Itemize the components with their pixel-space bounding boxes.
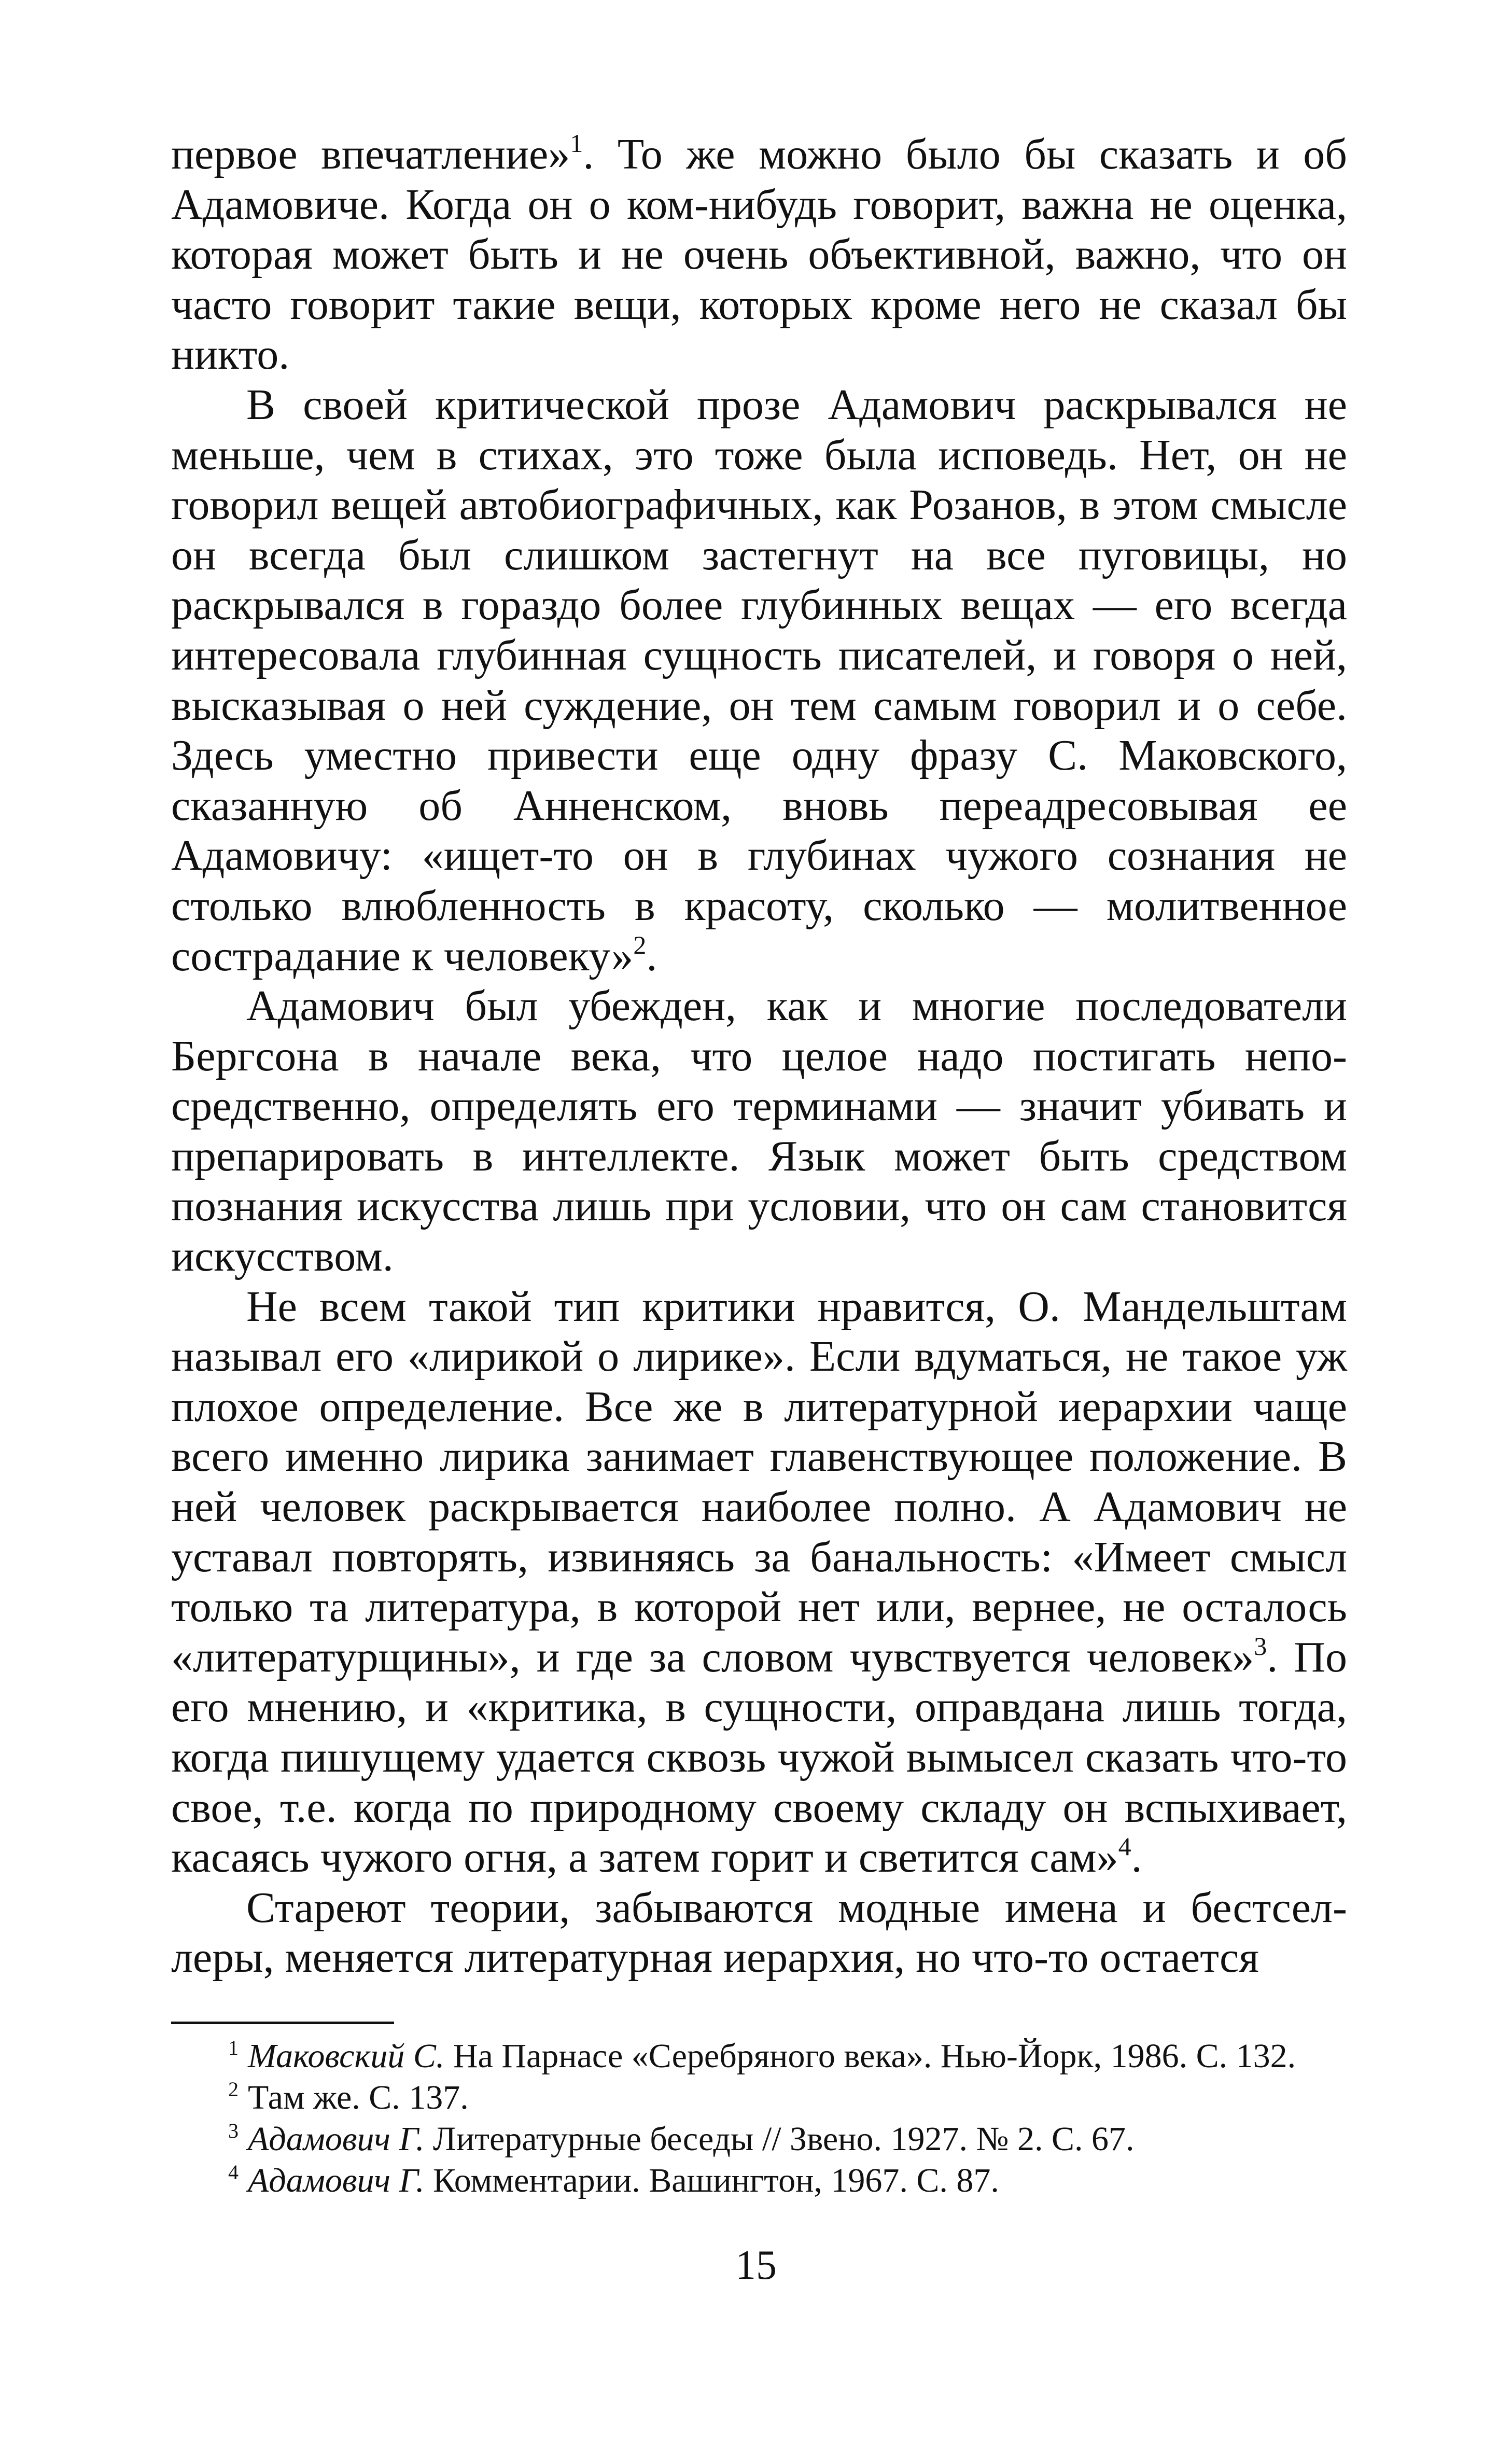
footnote-3: [171, 2119, 1347, 2160]
paragraph-text-tail: . По его мнению, и «критика, в сущности, оправдана лишь тогда, когда пишущему удается сквозь чужой вымысел сказать что-то свое, т.е. когда по природному своему складу он вспыхивает, касаясь чужого огня, а затем горит и светится сам»: [171, 1633, 1347, 1882]
footnote-author: Адамович Г.: [248, 2162, 425, 2199]
footnote-ref-1: 1: [570, 129, 583, 158]
footnote-ref-2: 2: [633, 930, 647, 959]
footnote-separator: [171, 2022, 394, 2024]
paragraph-text: В своей критической прозе Адамович раскрывался не меньше, чем в стихах, это тоже была исповедь. Нет, он не говорил вещей автобиографичных, как Розанов, в этом смысле он всегда был слишком застегнут на все пуговицы, но раскрывался в гораздо более глубинных вещах — его всегда интересовала глубинная сущность писателей, и говоря о ней, высказывая о ней суждение, он тем самым говорил и о себе. Здесь уместно привести еще одну фразу С. Маковского, сказанную об Анненском, вновь переадресовывая ее Адамовичу: «ищет-то он в глубинах чужого сознания не столько влюбленность в красоту, сколько — молитвенное сострадание к человеку»: [171, 380, 1347, 980]
paragraph-2: [171, 380, 1347, 981]
footnote-mark: 4: [228, 2161, 239, 2184]
paragraph-text-tail: . То же можно было бы сказать и об Адамовиче. Когда он о ком-нибудь говорит, важна не оценка, которая может быть и не очень объективной, важно, что он часто говорит такие вещи, которых кроме него не сказал бы никто.: [171, 130, 1347, 379]
paragraph-text: первое впечатление»: [171, 130, 570, 178]
paragraph-3: [171, 981, 1347, 1282]
footnote-text: На Парнасе «Серебряного века». Нью-Йорк, 1986. С. 132.: [444, 2037, 1296, 2075]
paragraph-4: [171, 1282, 1347, 1883]
footnote-ref-3: 3: [1254, 1631, 1267, 1661]
paragraph-text: Не всем такой тип критики нравится, О. Мандельштам называл его «лирикой о лирике». Если вдуматься, не такое уж плохое определение. Все же в литературной иерархии чаще всего именно лирика занимает главенствующее положение. В ней человек раскрывается наиболее полно. А Адамович не уставал повторять, извиняясь за банальность: «Имеет смысл только та литература, в которой нет или, вернее, не осталось «литературщины», и где за словом чувствуется человек»: [171, 1282, 1347, 1681]
footnote-mark: 1: [228, 2036, 239, 2059]
paragraph-text: Стареют теории, забываются модные имена и бестселлеры, меняется литературная иерархия, но что-то остается: [171, 1883, 1347, 1982]
footnotes: [171, 2036, 1347, 2202]
page-number: 15: [735, 2242, 777, 2288]
footnote-author: Адамович Г.: [248, 2120, 425, 2158]
footnote-text: Литературные беседы // Звено. 1927. № 2. С. 67.: [424, 2120, 1135, 2158]
paragraph-text-tail: .: [646, 931, 657, 980]
footnote-mark: 3: [228, 2119, 239, 2142]
paragraph-5: [171, 1883, 1347, 1983]
footnote-author: Маковский С.: [248, 2037, 445, 2075]
footnote-mark: 2: [228, 2078, 239, 2101]
footnote-2: [171, 2077, 1347, 2119]
footnote-ref-4: 4: [1118, 1832, 1131, 1861]
footnote-1: [171, 2036, 1347, 2077]
paragraph-text: Адамович был убежден, как и многие последователи Бергсона в начале века, что целое надо постигать непосредственно, определять его терминами — значит убивать и препарировать в интеллекте. Язык может быть средством познания искусства лишь при условии, что он сам становится искусством.: [171, 982, 1347, 1281]
footnote-text: Там же. С. 137.: [248, 2079, 469, 2116]
paragraph-text-end: .: [1131, 1833, 1142, 1882]
footnote-4: [171, 2160, 1347, 2202]
footnote-text: Комментарии. Вашингтон, 1967. С. 87.: [424, 2162, 999, 2199]
paragraph-1: [171, 130, 1347, 380]
main-text: [171, 130, 1347, 1983]
